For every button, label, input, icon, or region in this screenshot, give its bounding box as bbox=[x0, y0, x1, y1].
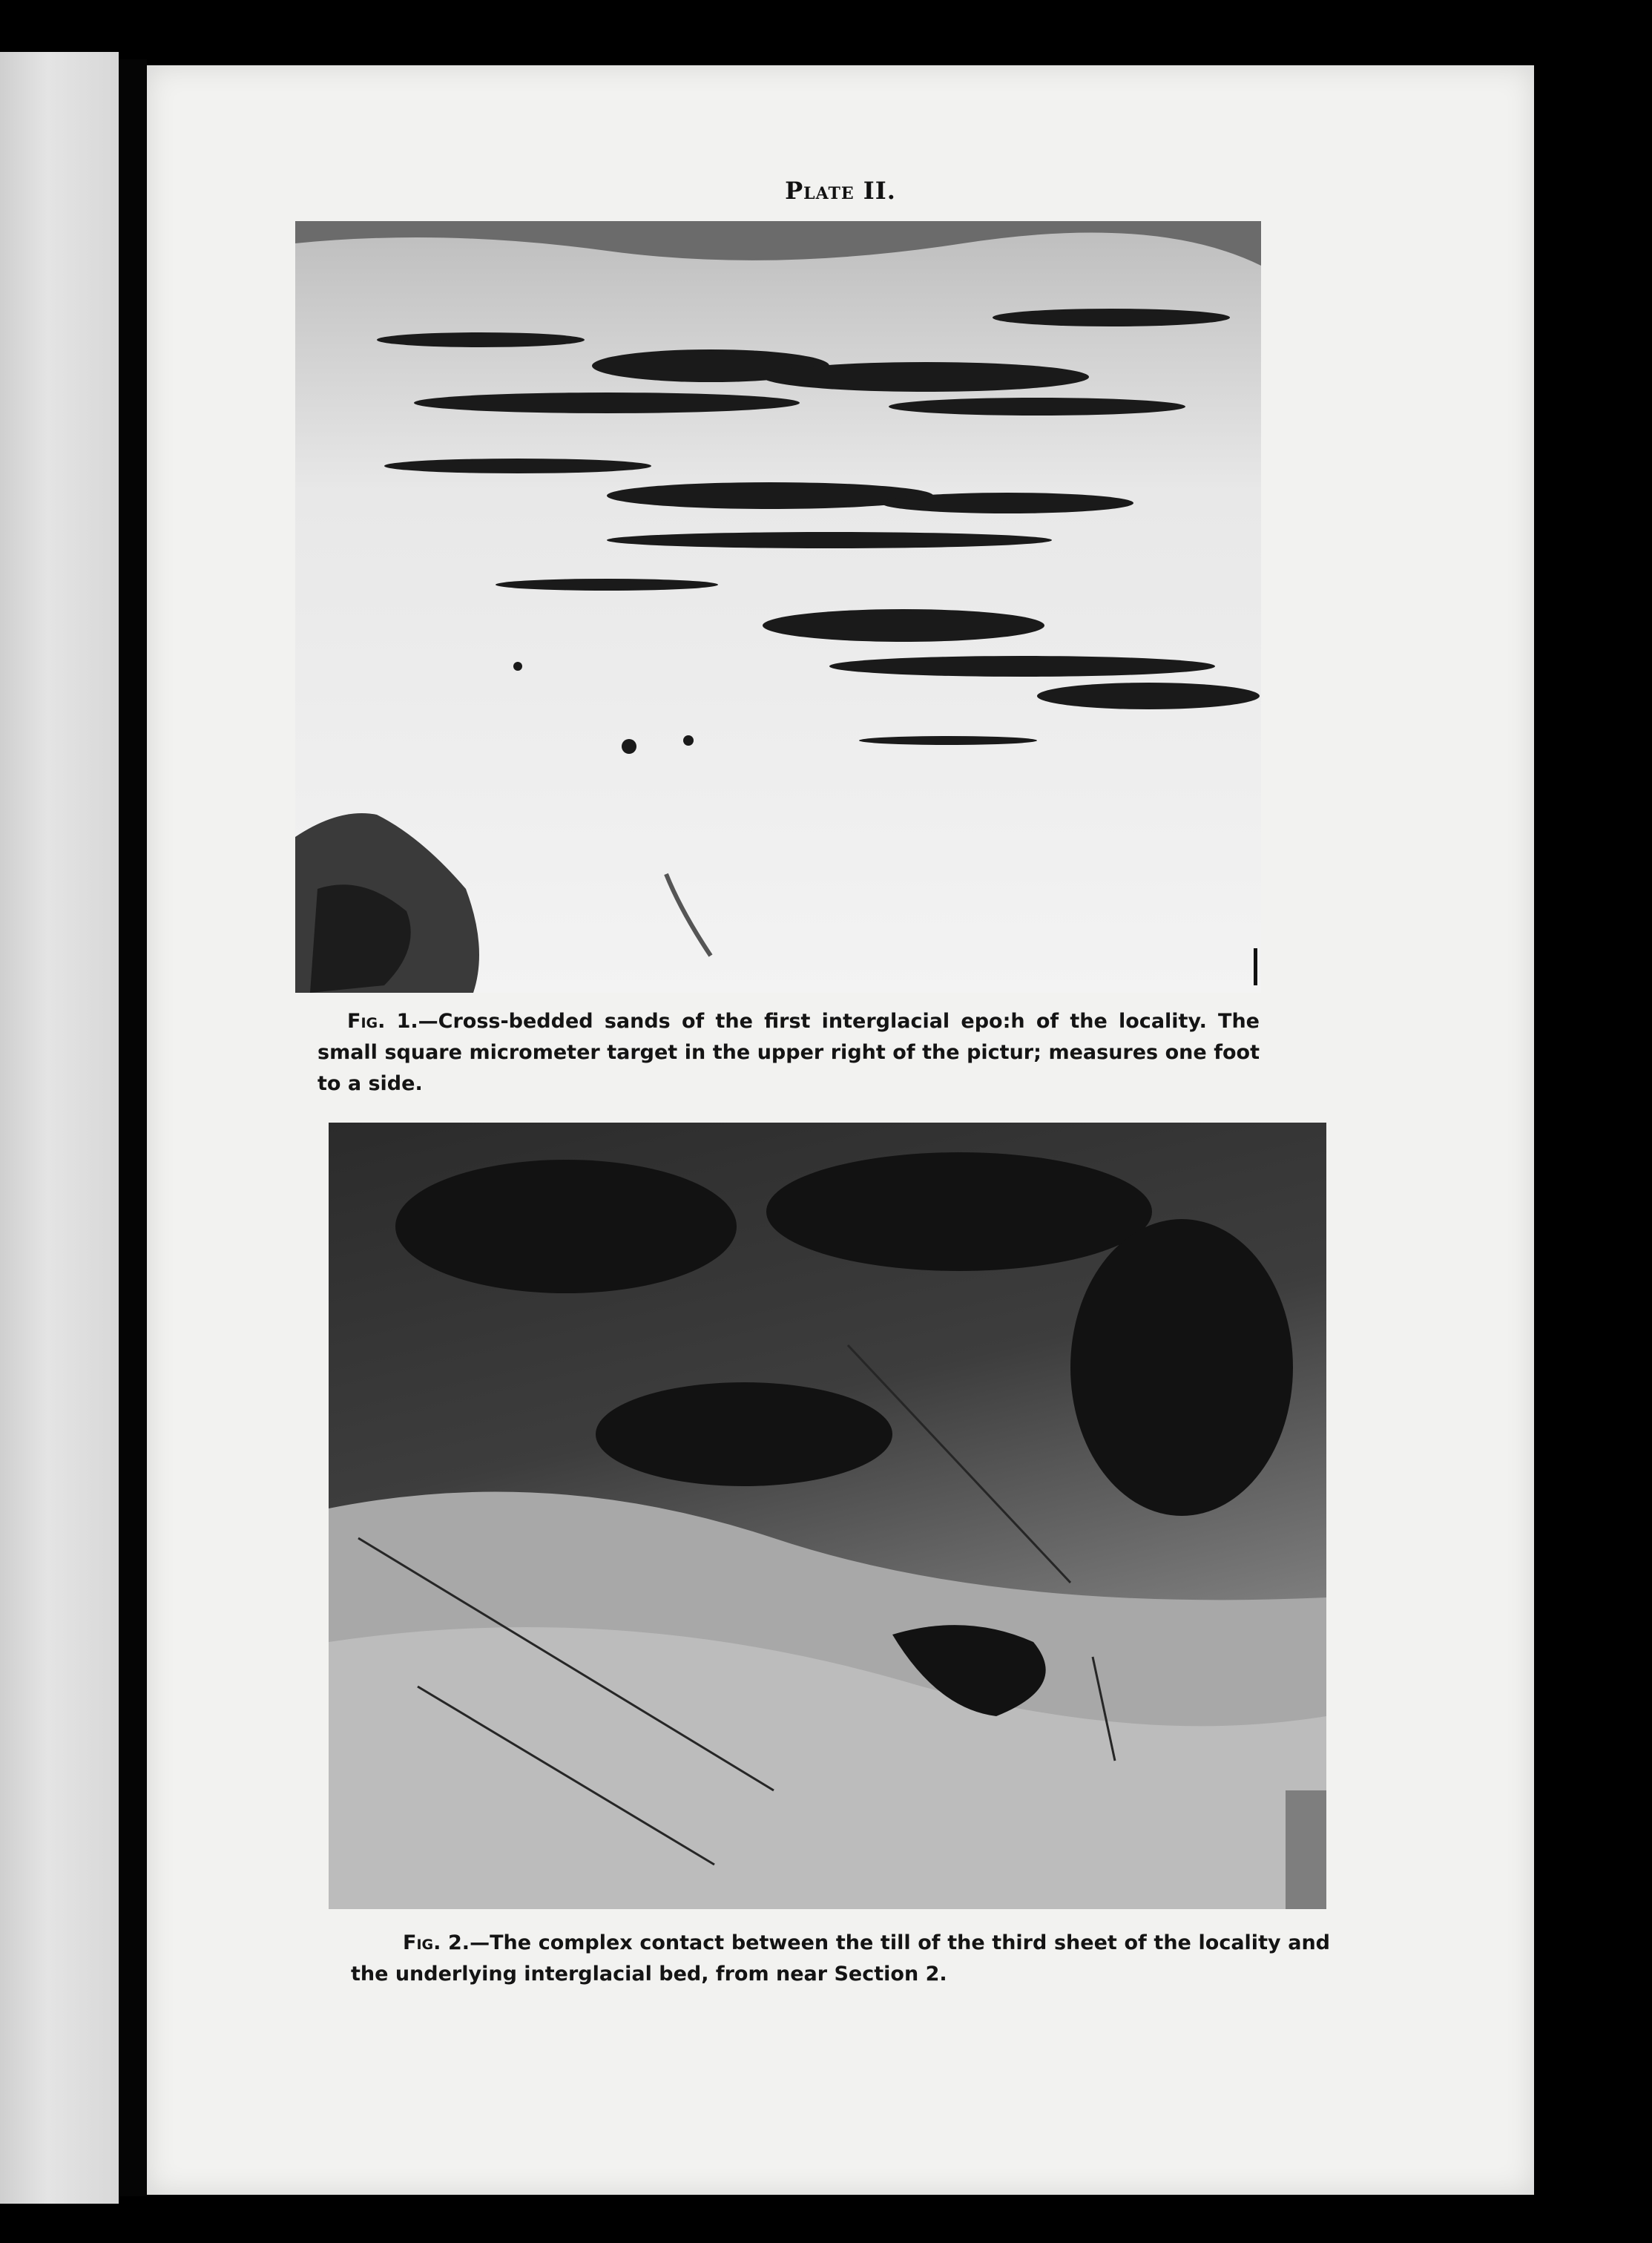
figure-1-caption bbox=[317, 1006, 1260, 1100]
book-gutter bbox=[119, 59, 147, 2196]
plate-page bbox=[147, 65, 1534, 2195]
facing-page-edge bbox=[0, 52, 119, 2204]
figure-2-label: Fig. 2. bbox=[403, 1931, 470, 1954]
figure-2-caption bbox=[351, 1928, 1330, 1990]
plate-title: Plate II. bbox=[785, 177, 896, 205]
figure-1-caption-text: —Cross-bedded sands of the first interglacial epo:h of the locality. The small square micrometer target in the upper right of the pictur; measures one foot to a side. bbox=[317, 1010, 1260, 1095]
figure-2-caption-text: —The complex contact between the till of the third sheet of the locality and the underlying interglacial bed, from near Section 2. bbox=[351, 1931, 1331, 1986]
figure-1-label: Fig. 1. bbox=[347, 1010, 418, 1033]
figure-1-photo bbox=[295, 221, 1261, 993]
figure-2-photo bbox=[329, 1123, 1326, 1909]
